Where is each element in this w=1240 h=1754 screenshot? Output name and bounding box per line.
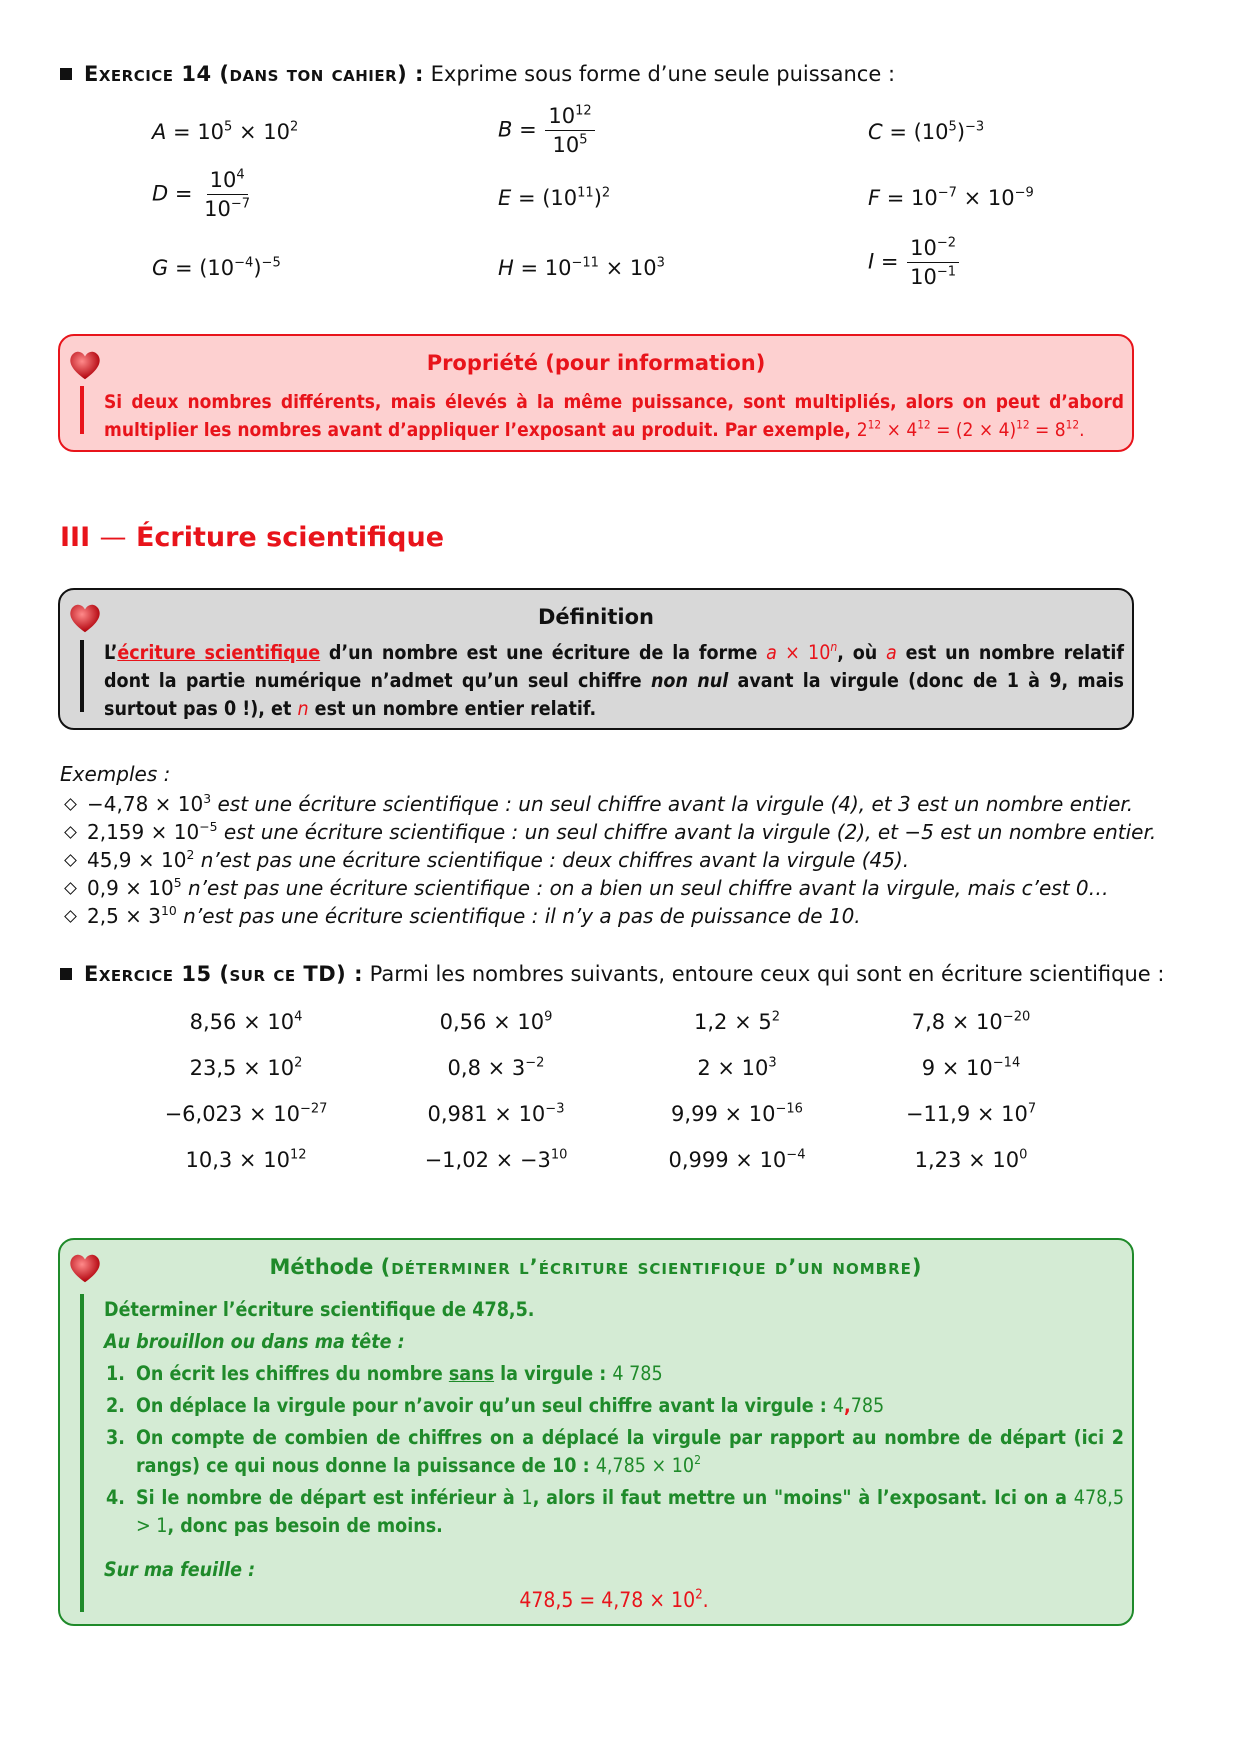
expr-b: B = $\frac{10^{12}}{10^5}$ [498,104,597,157]
method-step: 3. On compte de combien de chiffres on a déplacé la virgule par rapport au nombre de départ (ici 2 rangs) ce qui nous donne la puissance de 10 : $4,785 \times 10^2$ [106,1426,1124,1477]
definition-part5: avant la virgule (donc de 1 à 9, mais surtout pas 0 !), et [104,669,1124,720]
number-cell[interactable]: $1,2 \times 5^2$ [694,1009,780,1034]
diamond-bullet-icon [64,826,77,839]
heart-icon [66,347,104,385]
exercise-14-heading [60,62,895,86]
property-text [104,388,1124,444]
method-step2-a: On déplace la virgule pour n’avoir qu’un seul chiffre avant la virgule : [136,1394,833,1417]
method-step1-value: 4 785 [612,1362,663,1385]
example-item: $-4,78 \times 10^3$ est une écriture scientifique : un seul chiffre avant la virgule (4), et 3 est un nombre entier. [60,790,1156,818]
method-step: 4. Si le nombre de départ est inférieur à 1, alors il faut mettre un "moins" à l’exposant. Ici on a 478,5 > 1, donc pas besoin de moins. [106,1486,1125,1537]
method-step3-text: On compte de combien de chiffres on a déplacé la virgule par rapport au nombre de départ (ici 2 rangs) ce qui nous donne la puissance de 10 : [136,1426,1124,1477]
definition-part3: , où [837,641,887,664]
section-dash: — [99,522,127,553]
example-item: $2,159 \times 10^{-5}$ est une écriture scientifique : un seul chiffre avant la virgule (2), et −5 est un nombre entier. [60,818,1156,846]
property-box [58,334,1134,452]
definition-nonnul: non nul [650,669,729,692]
example-item: $45,9 \times 10^2$ n’est pas une écriture scientifique : deux chiffres avant la virgule (45). [60,846,1156,874]
number-cell[interactable]: $-11,9 \times 10^7$ [905,1101,1037,1126]
method-heading [60,1255,1132,1279]
method-content [104,1296,1124,1614]
example-text: n’est pas une écriture scientifique : deux chiffres avant la virgule (45). [200,848,910,872]
expr-h: $H = 10^{-11} \times 10^3$ [498,255,665,280]
method-step: 1. On écrit les chiffres du nombre sans la virgule : 4 785 [106,1362,663,1385]
number-cell[interactable]: $23,5 \times 10^2$ [189,1055,303,1080]
diamond-bullet-icon [64,910,77,923]
method-subtitle: (déterminer l’écriture scientifique d’un nombre) [380,1255,923,1279]
definition-var-n: n [297,697,309,720]
method-step1-b: sans [448,1362,495,1385]
expr-d: D = $\frac{10^4}{10^{-7}}$ [152,167,251,222]
number-cell[interactable]: $10,3 \times 10^{12}$ [185,1147,307,1172]
definition-part4: est un nombre relatif dont la partie numérique n’admet qu’un seul chiffre [104,641,1124,692]
heart-icon [66,1250,104,1288]
number-cell[interactable]: $0,56 \times 10^9$ [439,1009,553,1034]
definition-part6: est un nombre entier relatif. [308,697,597,720]
method-bar [80,1294,84,1612]
section-title: Écriture scientifique [135,522,445,553]
example-text: est une écriture scientifique : un seul chiffre avant la virgule (2), et −5 est un nombre entier. [223,820,1157,844]
square-bullet-icon [60,68,72,80]
definition-var-a: a [886,641,897,664]
number-cell[interactable]: $8,56 \times 10^4$ [189,1009,303,1034]
exercise-15-instruction: Parmi les nombres suivants, entoure ceux qui sont en écriture scientifique : [369,962,1165,986]
definition-box [58,588,1134,730]
property-title: Propriété (pour information) [426,351,766,375]
number-cell[interactable]: $1,23 \times 10^0$ [914,1147,1028,1172]
example-text: est une écriture scientifique : un seul chiffre avant la virgule (4), et 3 est un nombre entier. [217,792,1134,816]
example-item: $2,5 \times 3^{10}$ n’est pas une écriture scientifique : il n’y a pas de puissance de 10. [60,902,1156,930]
examples-list [60,790,1156,930]
example-text: n’est pas une écriture scientifique : on a bien un seul chiffre avant la virgule, mais c’est 0… [187,876,1109,900]
expr-g: $G = (10^{-4})^{-5}$ [152,255,281,280]
method-title: Méthode [269,1255,374,1279]
heart-icon [66,600,104,638]
method-step1-a: On écrit les chiffres du nombre [136,1362,449,1385]
method-draft-label: Au brouillon ou dans ma tête : [104,1330,405,1353]
expr-e: $E = (10^{11})^2$ [498,185,611,210]
method-step2-value: 4,785 [832,1394,885,1417]
definition-formula: $a \times 10^n$ [766,640,838,664]
expr-i: I = $\frac{10^{-2}}{10^{-1}}$ [868,236,961,289]
number-cell[interactable]: $7,8 \times 10^{-20}$ [911,1009,1031,1034]
property-text-body: Si deux nombres différents, mais élevés à la même puissance, sont multipliés, alors on peut d’abord multiplier les nombres avant d’appliquer l’exposant au produit. Par exemple, [104,391,1124,441]
method-step4-a: Si le nombre de départ est inférieur à [136,1486,522,1509]
exercise-15-title: Exercice 15 (sur ce TD) : [84,962,363,986]
diamond-bullet-icon [64,882,77,895]
definition-bar [80,640,84,712]
method-step3-value: $4,785 \times 10^2$ [595,1453,701,1477]
definition-part1: L’ [104,641,118,664]
definition-title: Définition [537,605,654,629]
example-item: $0,9 \times 10^5$ n’est pas une écriture scientifique : on a bien un seul chiffre avant la virgule, mais c’est 0… [60,874,1156,902]
examples-label: Exemples : [60,762,171,786]
method-sheet-label: Sur ma feuille : [104,1558,256,1581]
diamond-bullet-icon [64,798,77,811]
method-result: $478,5 = 4,78 \times 10^2$. [519,1587,709,1612]
property-bar [80,386,84,434]
method-intro: Déterminer l’écriture scientifique de 478,5. [104,1298,535,1321]
definition-text [104,639,1124,723]
method-step4-c: , donc pas besoin de moins. [167,1514,443,1537]
example-text: n’est pas une écriture scientifique : il n’y a pas de puissance de 10. [183,904,861,928]
expr-f: $F = 10^{-7} \times 10^{-9}$ [868,185,1034,210]
square-bullet-icon [60,968,72,980]
number-cell[interactable]: $9 \times 10^{-14}$ [921,1055,1021,1080]
number-cell[interactable]: $0,981 \times 10^{-3}$ [427,1101,565,1126]
diamond-bullet-icon [64,854,77,867]
expr-c: $C = (10^5)^{-3}$ [868,119,985,144]
number-cell[interactable]: $0,999 \times 10^{-4}$ [668,1147,806,1172]
section-heading [60,522,444,553]
exercise-14-title: Exercice 14 (dans ton cahier) : [84,62,424,86]
exercise-14-instruction: Exprime sous forme d’une seule puissance : [430,62,896,86]
method-step1-c: la virgule : [494,1362,613,1385]
definition-term: écriture scientifique [117,641,321,664]
definition-part2: d’un nombre est une écriture de la forme [320,641,767,664]
exercise-15-heading [60,962,1164,986]
method-box [58,1238,1134,1626]
number-cell[interactable]: $-1,02 \times -3^{10}$ [424,1147,568,1172]
expr-a: $A = 10^5 \times 10^2$ [152,119,299,144]
number-cell[interactable]: $2 \times 10^3$ [697,1055,777,1080]
number-cell[interactable]: $0,8 \times 3^{-2}$ [447,1055,545,1080]
section-number: III [60,522,91,553]
method-step: 2. On déplace la virgule pour n’avoir qu’un seul chiffre avant la virgule : 4,785 [106,1394,885,1417]
property-example: $2^{12} \times 4^{12} = (2 \times 4)^{12} = 8^{12}$. [856,417,1085,441]
number-cell[interactable]: $9,99 \times 10^{-16}$ [671,1101,803,1126]
method-step4-b: , alors il faut mettre un "moins" à l’exposant. Ici on a [532,1486,1074,1509]
number-cell[interactable]: $-6,023 \times 10^{-27}$ [164,1101,328,1126]
